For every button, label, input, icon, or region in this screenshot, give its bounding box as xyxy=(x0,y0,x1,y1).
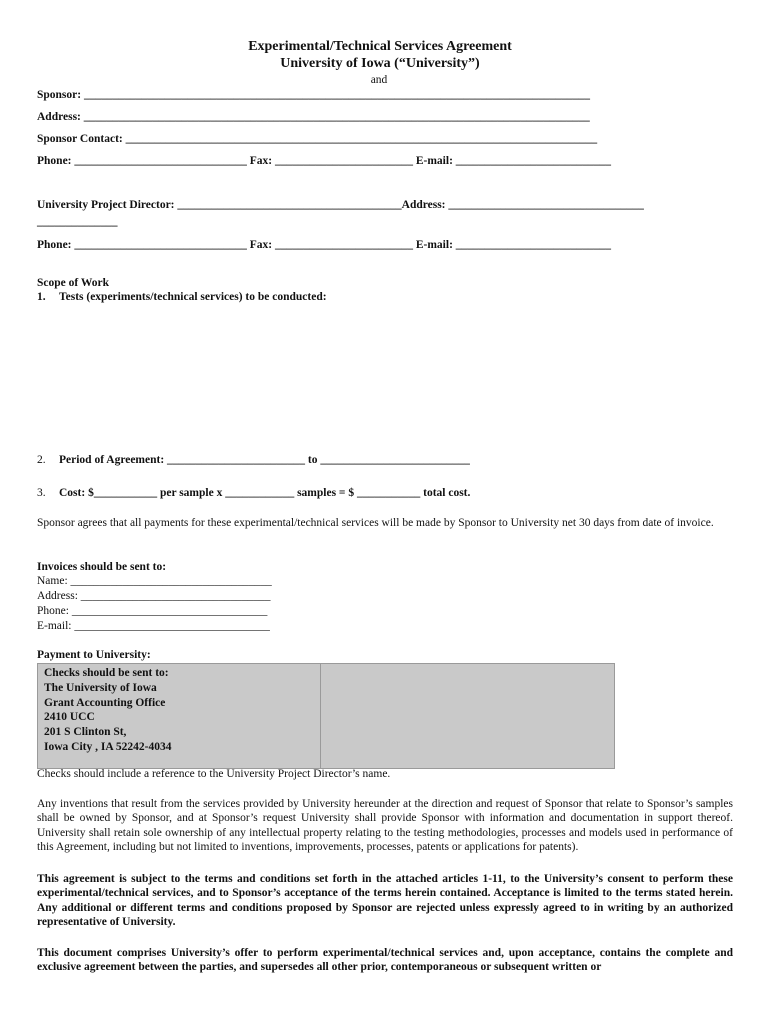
inventions-paragraph: Any inventions that result from the services provided by University hereunder at the direction and request of Sponsor that relate to Sponsor’s samples shall be owned by Sponsor, and at Sponsor’s request University shall provide Sponsor with information and documentation in support thereof. University shall retain sole ownership of any intellectual property relating to the testing methodologies, processes and models used in performance of this Agreement, including but not limited to inventions, improvements, processes, patents or applications for patents). xyxy=(37,798,733,854)
scope-item-3-number: 3. xyxy=(37,487,46,499)
scope-heading: Scope of Work xyxy=(37,277,109,289)
scope-item-2-text: Period of Agreement: ________________________ to __________________________ xyxy=(59,454,470,466)
university-phone-fax-email-row: Phone: ______________________________ Fax: ________________________ E-mail: ___________________________ xyxy=(37,239,612,251)
payment-line: 2410 UCC xyxy=(44,711,95,724)
payment-line: Grant Accounting Office xyxy=(44,696,166,709)
payment-line: Checks should be sent to: xyxy=(44,667,169,679)
university-director-continuation: ______________ xyxy=(37,216,118,228)
sponsor-address-field: Address: ________________________________________________________________________________________ xyxy=(37,111,590,123)
payment-terms-paragraph: Sponsor agrees that all payments for these experimental/technical services will be made by Sponsor to University net 30 days from date of invoice. xyxy=(37,517,714,529)
payment-address-cell xyxy=(38,664,321,768)
sponsor-contact-field: Sponsor Contact: __________________________________________________________________________________ xyxy=(37,133,598,145)
payment-address-table xyxy=(37,663,615,769)
scope-item-3-text: Cost: $___________ per sample x ____________ samples = $ ___________ total cost. xyxy=(59,487,471,499)
complete-agreement-paragraph: This document comprises University’s offer to perform experimental/technical services and, upon acceptance, contains the complete and exclusive agreement between the parties, and supersedes all other prior, contemporaneous or subsequent written or xyxy=(37,947,733,974)
invoices-heading: Invoices should be sent to: xyxy=(37,561,167,573)
invoice-address-field: Address: _________________________________ xyxy=(37,590,271,602)
checks-reference-note: Checks should include a reference to the University Project Director’s name. xyxy=(37,768,391,780)
invoice-email-field: E-mail: __________________________________ xyxy=(37,620,270,632)
title-line-2: University of Iowa (“University”) xyxy=(280,56,480,71)
payment-line: The University of Iowa xyxy=(44,681,157,694)
payment-line: 201 S Clinton St, xyxy=(44,726,127,739)
scope-item-2-number: 2. xyxy=(37,454,46,466)
subject-to-terms-paragraph: This agreement is subject to the terms and conditions set forth in the attached articles 1-11, to the University’s consent to perform these experimental/technical services, and to Sponsor’s acceptance of the terms herein contained. Acceptance is limited to the terms stated herein. Any additional or different terms and conditions proposed by Sponsor are rejected unless expressly agreed to in writing by an authorized representative of University. xyxy=(37,873,733,929)
payment-heading: Payment to University: xyxy=(37,649,151,661)
and-text: and xyxy=(370,74,388,86)
title-line-1: Experimental/Technical Services Agreement xyxy=(248,39,512,54)
scope-item-1-text: Tests (experiments/technical services) to be conducted: xyxy=(59,291,327,303)
invoice-phone-field: Phone: __________________________________ xyxy=(37,605,268,617)
payment-line: Iowa City , IA 52242-4034 xyxy=(44,740,172,753)
university-director-row: University Project Director: _______________________________________Address: __________________________________ xyxy=(37,199,644,211)
scope-item-1-number: 1. xyxy=(37,291,46,303)
sponsor-phone-fax-email-row: Phone: ______________________________ Fax: ________________________ E-mail: ___________________________ xyxy=(37,155,612,167)
sponsor-field: Sponsor: ________________________________________________________________________________________ xyxy=(37,89,590,101)
invoice-name-field: Name: ___________________________________ xyxy=(37,575,272,587)
